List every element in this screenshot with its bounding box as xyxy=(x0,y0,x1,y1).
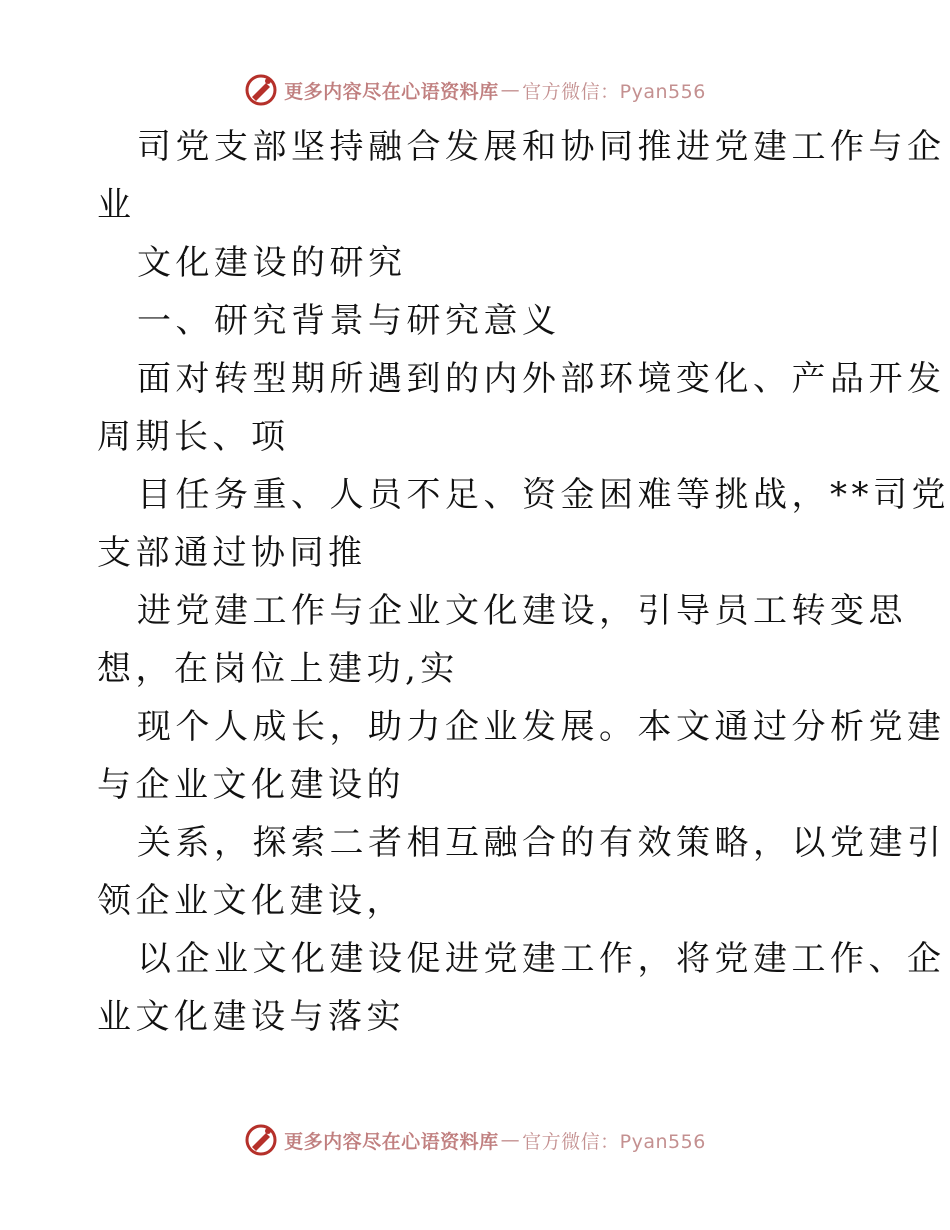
text-line: 一、研究背景与研究意义 xyxy=(137,301,561,341)
banner-site-text: 更多内容尽在心语资料库 xyxy=(284,80,499,103)
pen-circle-logo-icon xyxy=(244,73,278,107)
banner-site-text: 更多内容尽在心语资料库 xyxy=(284,1130,499,1153)
text-line: 文化建设的研究 xyxy=(137,243,407,283)
text-line: 以企业文化建设促进党建工作，将党建工作、企 xyxy=(137,939,946,979)
text-line: 周期长、项 xyxy=(97,417,290,457)
text-line: 进党建工作与企业文化建设，引导员工转变思 xyxy=(137,591,907,631)
text-line: 业文化建设与落实 xyxy=(97,997,405,1037)
banner-contact-text: 官方微信：Pyan556 xyxy=(522,1130,706,1153)
text-line: 领企业文化建设， xyxy=(97,881,405,921)
text-line: 面对转型期所遇到的内外部环境变化、产品开发 xyxy=(137,359,946,399)
text-line: 关系，探索二者相互融合的有效策略，以党建引 xyxy=(137,823,946,863)
pen-circle-logo-icon xyxy=(244,1123,278,1157)
footer-banner xyxy=(0,1120,950,1160)
text-line: 业 xyxy=(97,185,136,225)
banner-separator: — xyxy=(500,1129,521,1151)
text-line: 司党支部坚持融合发展和协同推进党建工作与企 xyxy=(137,127,946,167)
header-banner xyxy=(0,70,950,110)
banner-contact-text: 官方微信：Pyan556 xyxy=(522,80,706,103)
text-line: 现个人成长，助力企业发展。本文通过分析党建 xyxy=(137,707,946,747)
text-line: 支部通过协同推 xyxy=(97,533,367,573)
document-body xyxy=(97,118,950,1046)
text-line: 与企业文化建设的 xyxy=(97,765,405,805)
text-line: 目任务重、人员不足、资金困难等挑战，**司党 xyxy=(137,475,950,515)
text-line: 想，在岗位上建功,实 xyxy=(97,649,459,689)
banner-separator: — xyxy=(500,79,521,101)
